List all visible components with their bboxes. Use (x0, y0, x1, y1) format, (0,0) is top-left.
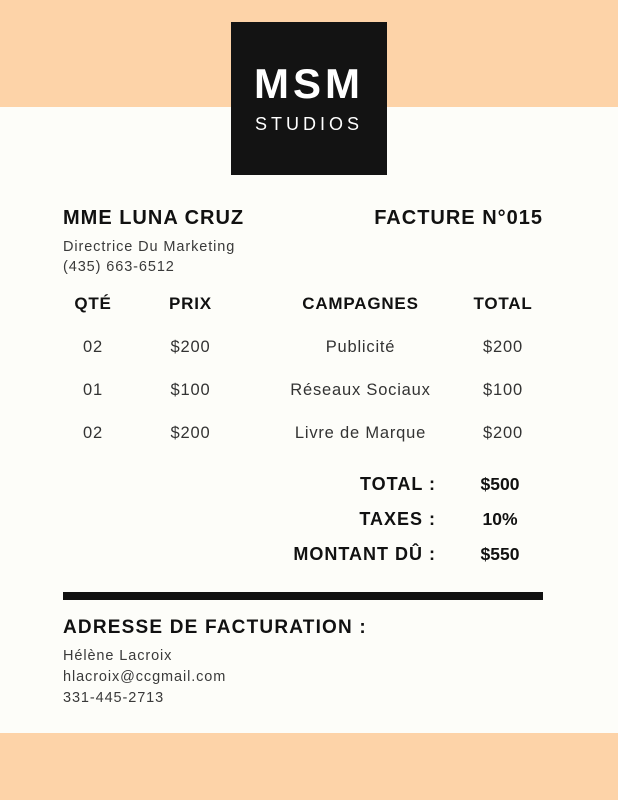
client-info (63, 207, 244, 277)
cell-qty: 02 (83, 424, 103, 442)
invoice-body (63, 207, 543, 709)
billing-contact-phone: 331-445-2713 (63, 690, 165, 706)
cell-total: $200 (483, 424, 523, 442)
cell-total: $200 (483, 338, 523, 356)
billing-contact-email: hlacroix@ccgmail.com (63, 669, 227, 685)
column-header-total: TOTAL (473, 294, 533, 313)
logo-company-initials: MSM (254, 60, 364, 107)
totals-section (63, 474, 543, 565)
column-header-qty: QTÉ (74, 294, 112, 313)
cell-campaign: Publicité (325, 338, 396, 356)
cell-qty: 01 (83, 381, 103, 399)
cell-campaign: Livre de Marque (294, 424, 427, 442)
amount-due-label: MONTANT DÛ : (293, 544, 436, 564)
total-label: TOTAL : (360, 474, 436, 494)
table-header-row (63, 294, 543, 314)
amount-due-row (63, 544, 543, 565)
taxes-value: 10% (482, 509, 518, 529)
logo-company-subtitle: STUDIOS (254, 114, 363, 134)
company-logo (231, 22, 387, 175)
cell-price: $100 (170, 381, 211, 399)
divider-bar (63, 592, 543, 600)
taxes-row (63, 509, 543, 530)
client-phone: (435) 663-6512 (63, 259, 175, 275)
billing-address-section (63, 617, 543, 709)
billing-address-title: ADRESSE DE FACTURATION : (63, 617, 367, 638)
amount-due-value: $550 (480, 544, 520, 564)
client-name: MME LUNA CRUZ (63, 207, 245, 229)
table-row (63, 338, 543, 357)
invoice-number: FACTURE N°015 (374, 207, 543, 229)
table-row (63, 424, 543, 443)
cell-price: $200 (170, 338, 211, 356)
column-header-campaign: CAMPAGNES (302, 294, 419, 313)
column-header-price: PRIX (169, 294, 212, 313)
cell-campaign: Réseaux Sociaux (290, 381, 431, 399)
total-row (63, 474, 543, 495)
invoice-header (63, 207, 543, 277)
line-items-table (63, 294, 543, 443)
billing-contact-name: Hélène Lacroix (63, 648, 173, 664)
cell-total: $100 (483, 381, 523, 399)
taxes-label: TAXES : (359, 509, 436, 529)
cell-price: $200 (170, 424, 211, 442)
total-value: $500 (480, 474, 520, 494)
table-row (63, 381, 543, 400)
client-role: Directrice Du Marketing (63, 239, 236, 255)
cell-qty: 02 (83, 338, 103, 356)
bottom-accent-band (0, 733, 618, 800)
